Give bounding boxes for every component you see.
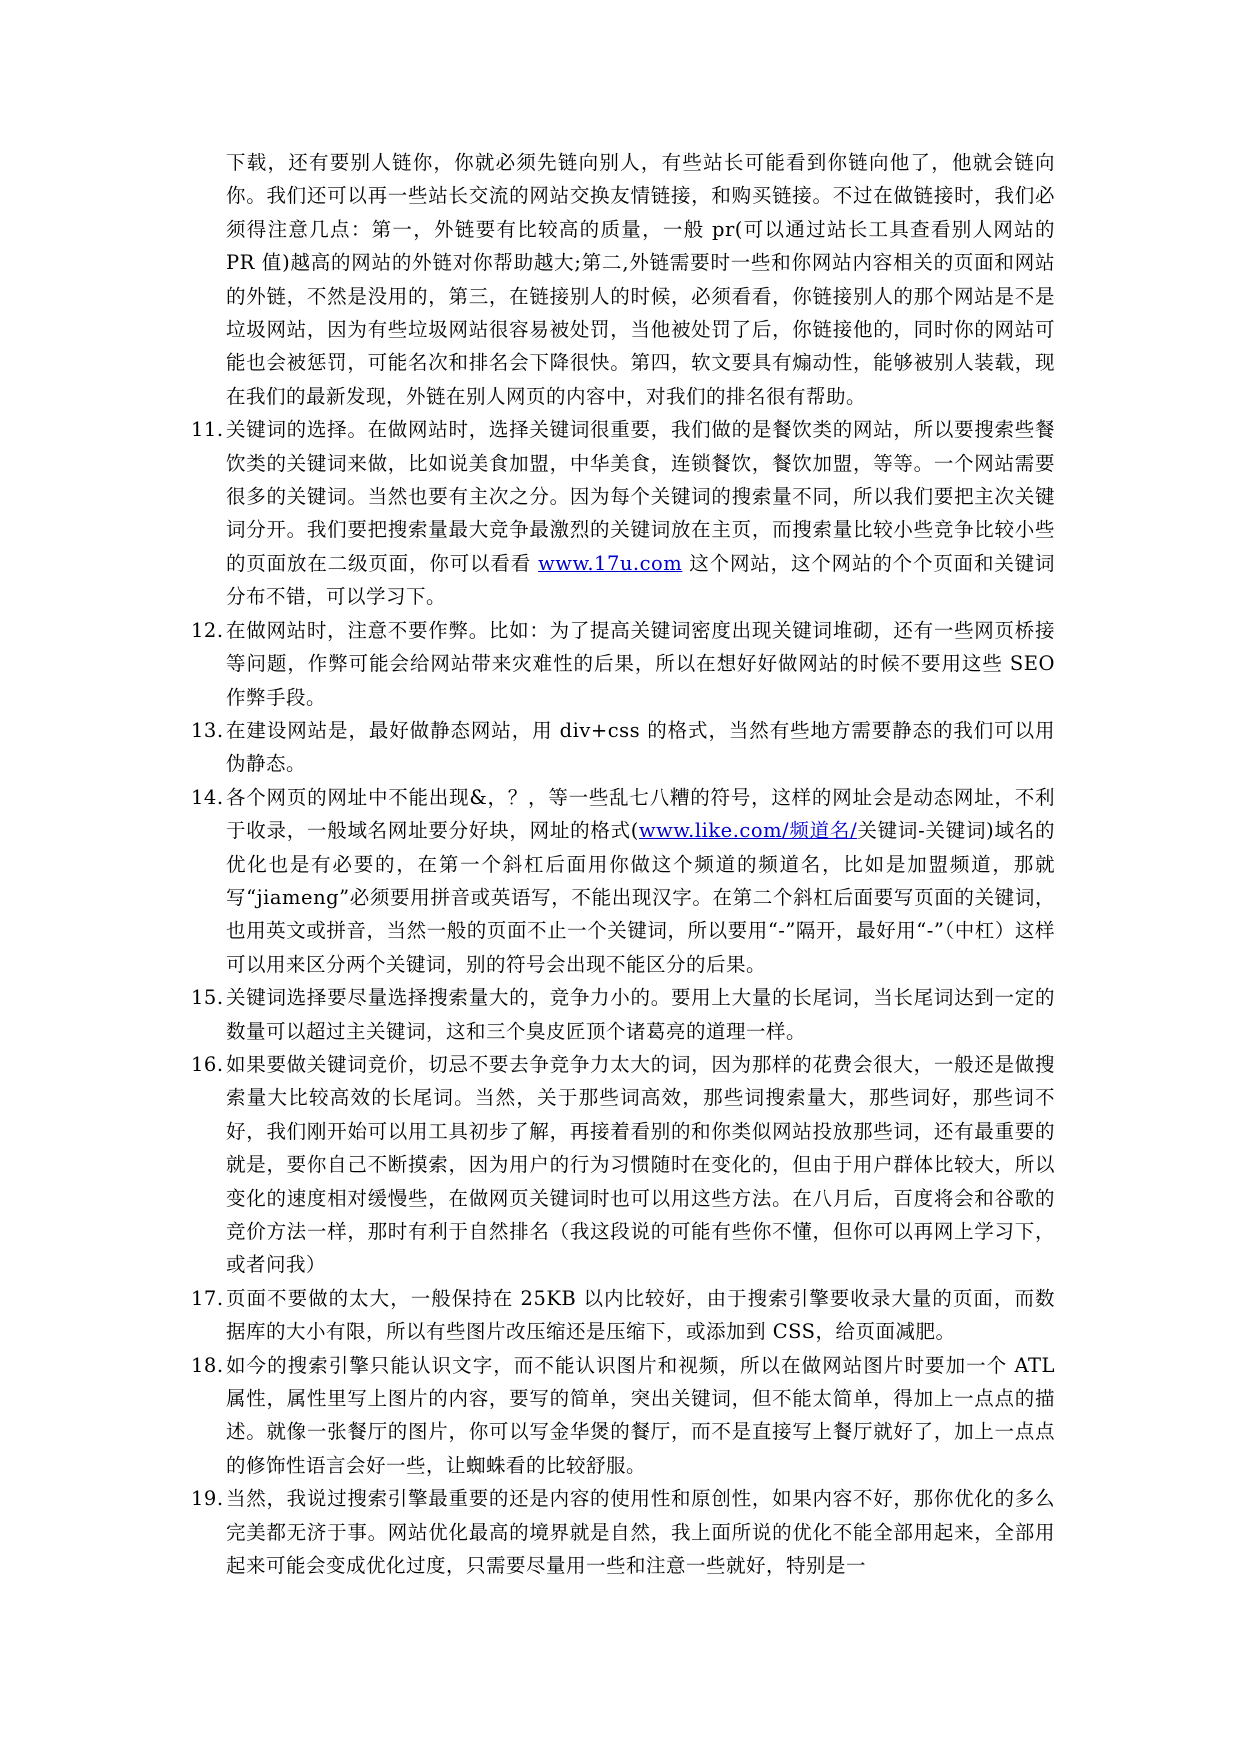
item-number: 13. [191, 718, 224, 742]
intro-paragraph: 下载，还有要别人链你，你就必须先链向别人，有些站长可能看到你链向他了，他就会链向你。我们还可以再一些站长交流的网站交换友情链接，和购买链接。不过在做链接时，我们必须得注意几点：第一，外链要有比较高的质量，一般 pr(可以通过站长工具查看别人网站的 PR 值)越高的网站的外链对你帮助越大;第二,外链需要时一些和你网站内容相关的页面和网站的外链，不然是没用的，第三，在链接别人的时候，必须看看，你链接别人的那个网站是不是垃圾网站，因为有些垃圾网站很容易被处罚，当他被处罚了后，你链接他的，同时你的网站可能也会被惩罚，可能名次和排名会下降很快。第四，软文要具有煽动性，能够被别人装载，现在我们的最新发现，外链在别人网页的内容中，对我们的排名很有帮助。 [226, 151, 1055, 408]
item-text: 页面不要做的太大，一般保持在 25KB 以内比较好，由于搜索引擎要收录大量的页面，而数据库的大小有限，所以有些图片改压缩还是压缩下，或添加到 CSS，给页面减肥。 [226, 1286, 1055, 1344]
item-text: 关键词选择要尽量选择搜索量大的，竞争力小的。要用上大量的长尾词，当长尾词达到一定的数量可以超过主关键词，这和三个臭皮匠顶个诸葛亮的道理一样。 [226, 986, 1055, 1043]
link-like[interactable]: www.like.com/频道名/ [638, 819, 858, 843]
item-number: 12. [191, 618, 224, 642]
item-number: 11. [191, 418, 224, 442]
item-text: 在做网站时，注意不要作弊。比如：为了提高关键词密度出现关键词堆砌，还有一些网页桥接等问题，作弊可能会给网站带来灾难性的后果，所以在想好好做网站的时候不要用这些 SEO 作弊手段。 [226, 618, 1055, 709]
item-text: 关键词的选择。在做网站时，选择关键词很重要，我们做的是餐饮类的网站，所以要搜索些餐饮类的关键词来做，比如说美食加盟，中华美食，连锁餐饮，餐饮加盟，等等。一个网站需要很多的关键词。当然也要有主次之分。因为每个关键词的搜索量不同，所以我们要把主次关键词分开。我们要把搜索量最大竞争最激烈的关键词放在主页，而搜索量比较小些竞争比较小些的页面放在二级页面，你可以看看 [226, 418, 1055, 575]
item-text-tail: 这个网站，这个网站的个个页面和关键词分布不错，可以学习下。 [226, 551, 1056, 609]
list-item-14 [191, 781, 1056, 981]
list-item-15 [191, 981, 1055, 1048]
item-text: 在建设网站是，最好做静态网站，用 div+css 的格式，当然有些地方需要静态的我们可以用伪静态。 [226, 718, 1055, 776]
link-17u[interactable]: www.17u.com [538, 551, 683, 575]
list-item-17 [191, 1282, 1055, 1349]
list-item-12 [191, 614, 1055, 714]
item-number: 14. [191, 785, 224, 809]
item-text-tail: 关键词-关键词)域名的优化也是有必要的，在第一个斜杠后面用你做这个频道的频道名，比如是加盟频道，那就写“jiameng”必须要用拼音或英语写，不能出现汉字。在第二个斜杠后面要写页面的关键词，也用英文或拼音，当然一般的页面不止一个关键词，所以要用“-”隔开，最好用“-”（中杠）这样可以用来区分两个关键词，别的符号会出现不能区分的后果。 [226, 819, 1056, 976]
item-text: 当然，我说过搜索引擎最重要的还是内容的使用性和原创性，如果内容不好，那你优化的多么完美都无济于事。网站优化最高的境界就是自然，我上面所说的优化不能全部用起来，全部用起来可能会变成优化过度，只需要尽量用一些和注意一些就好，特别是一 [226, 1487, 1055, 1578]
item-number: 16. [191, 1052, 224, 1076]
item-number: 18. [191, 1353, 224, 1377]
list-item-11 [191, 413, 1056, 613]
item-number: 17. [191, 1286, 224, 1310]
list-item-18 [191, 1349, 1055, 1483]
list-item-13 [191, 714, 1055, 781]
list-item-19 [191, 1482, 1055, 1582]
list-item-16 [191, 1048, 1055, 1282]
item-number: 19. [191, 1487, 224, 1511]
item-text: 如今的搜索引擎只能认识文字，而不能认识图片和视频，所以在做网站图片时要加一个 ATL 属性，属性里写上图片的内容，要写的简单，突出关键词，但不能太简单，得加上一点点的描述。就像一张餐厅的图片，你可以写金华煲的餐厅，而不是直接写上餐厅就好了，加上一点点的修饰性语言会好一些，让蜘蛛看的比较舒服。 [226, 1353, 1055, 1477]
item-text: 如果要做关键词竞价，切忌不要去争竞争力太大的词，因为那样的花费会很大，一般还是做搜索量大比较高效的长尾词。当然，关于那些词高效，那些词搜索量大，那些词好，那些词不好，我们刚开始可以用工具初步了解，再接着看别的和你类似网站投放那些词，还有最重要的就是，要你自己不断摸索，因为用户的行为习惯随时在变化的，但由于用户群体比较大，所以变化的速度相对缓慢些，在做网页关键词时也可以用这些方法。在八月后，百度将会和谷歌的竞价方法一样，那时有利于自然排名（我这段说的可能有些你不懂，但你可以再网上学习下，或者问我） [226, 1052, 1055, 1277]
item-number: 15. [191, 986, 224, 1010]
item-text: 各个网页的网址中不能出现&，？，等一些乱七八糟的符号，这样的网址会是动态网址，不利于收录，一般域名网址要分好块，网址的格式( [226, 785, 1055, 843]
document-body [191, 146, 1056, 1582]
